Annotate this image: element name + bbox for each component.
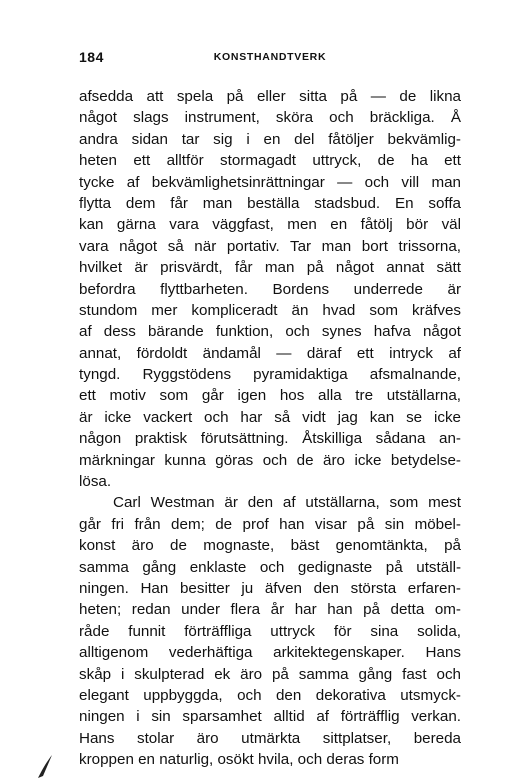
page-number: 184 [79,49,104,65]
text-line: konst äro de mognaste, bäst genomtänkta, på [79,537,461,555]
text-line: samma gång enklaste och gedignaste på utställ- [79,558,461,576]
text-line: befordra flyttbarheten. Bordens underrede är [79,280,461,298]
text-line: heten; redan under flera år har han på detta om- [79,601,461,619]
running-title: KONSTHANDTVERK [213,51,327,63]
text-line: ett motiv som går igen hos alla tre utställarna, [79,387,461,405]
text-line: elegant uppbyggda, och den dekorativa utsmyck- [79,686,461,704]
text-line: skåp i skulpterad ek äro på samma gång fast och [79,665,461,683]
text-line: lösa. [79,473,112,491]
body-text [79,86,461,771]
page-header [79,49,461,65]
text-line: är icke vackert och har så vidt jag kan se icke [79,408,461,426]
text-line: afsedda att spela på eller sitta på — de likna [79,88,461,105]
text-line: annat, fördoldt ändamål — däraf ett intryck af [79,344,461,362]
text-line: Carl Westman är den af utställarna, som mest [113,494,461,512]
text-line: hvilket är prisvärdt, får man på något annat sätt [79,259,461,277]
text-line: flytta dem får man beställa stadsbud. En soffa [79,194,461,212]
text-line: går fri från dem; de prof han visar på sin möbel- [79,515,461,533]
text-line: kan gärna vara väggfast, men en fåtölj bör väl [79,216,461,234]
text-line: tyngd. Ryggstödens pyramidaktiga afsmalnande, [79,366,461,384]
text-line: ningen. Han besitter ju äfven den största erfaren- [79,579,461,597]
text-line: råde funnit förträffliga uttryck för sina solida, [79,622,461,640]
ink-smudge-mark [36,752,54,780]
text-line: något slags instrument, sköra och bräckliga. Å [79,109,461,127]
text-line: någon praktisk förutsättning. Åtskilliga sådana an- [79,430,461,448]
text-line: stundom mer kompliceradt än hvad som kräfves [79,301,461,319]
text-line: Hans stolar äro utmärkta sittplatser, bereda [79,729,461,747]
text-line: vara något så när portativ. Tar man bort trissorna, [79,237,461,255]
text-line: af dess bärande funktion, och synes hafva något [79,323,461,341]
text-line: ningen i sin sparsamhet alltid af förträfflig verkan. [79,708,461,726]
text-line: andra sidan tar sig i en del fåtöljer bekvämlig- [79,130,461,148]
text-line: kroppen en naturlig, osökt hvila, och deras form [79,751,399,769]
text-line: heten ett alltför stormagadt uttryck, de ha ett [79,152,461,170]
text-line: tycke af bekvämlighetsinrättningar — och vill man [79,173,461,191]
text-line: alltigenom vederhäftiga arkitektegenskaper. Hans [79,644,461,662]
text-line: märkningar kunna göras och de äro icke betydelse- [79,451,461,469]
